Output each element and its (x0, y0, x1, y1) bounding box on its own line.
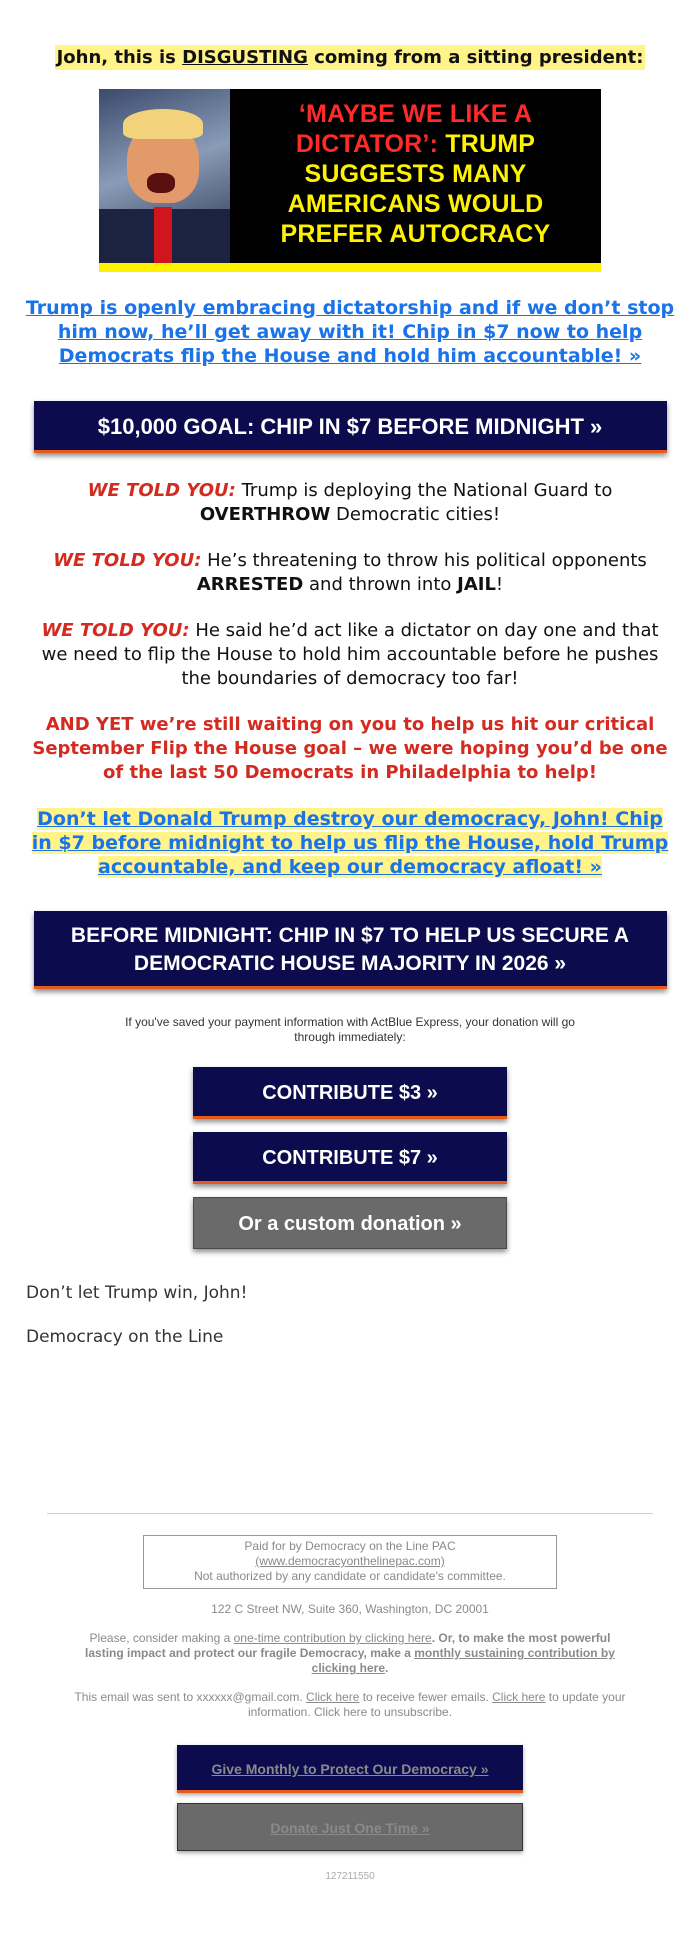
not-authorized-text: Not authorized by any candidate or candidate's committee. (194, 1569, 506, 1583)
banner-line-5: PREFER AUTOCRACY (280, 220, 551, 248)
told-you-bold: OVERTHROW (199, 504, 331, 525)
footer-text: This email was sent to xxxxxx@gmail.com. (74, 1690, 307, 1704)
told-you-label: WE TOLD YOU: (87, 480, 236, 501)
footer-text: to update your information. Click here to unsubscribe. (247, 1690, 626, 1719)
banner-line-1: ‘MAYBE WE LIKE A (298, 100, 533, 128)
headline-emphasis: DISGUSTING (182, 47, 308, 68)
contribute-3-button[interactable]: CONTRIBUTE $3 » (193, 1067, 507, 1119)
footer (0, 1513, 700, 1884)
headline-before: John, this is (56, 47, 183, 68)
footer-address: 122 C Street NW, Suite 360, Washington, DC 20001 (211, 1602, 489, 1616)
update-info-link[interactable]: Click here (492, 1690, 546, 1704)
told-you-bold: JAIL (457, 574, 496, 595)
majority-donate-button[interactable]: BEFORE MIDNIGHT: CHIP IN $7 TO HELP US SECURE A DEMOCRATIC HOUSE MAJORITY IN 2026 » (34, 911, 667, 989)
fewer-emails-link[interactable]: Click here (306, 1690, 360, 1704)
told-you-text: Trump is deploying the National Guard to (235, 480, 613, 501)
actblue-express-note: If you've saved your payment information with ActBlue Express, your donation will go through immediately: (125, 1015, 575, 1044)
goal-donate-button[interactable]: $10,000 GOAL: CHIP IN $7 BEFORE MIDNIGHT » (34, 401, 667, 453)
told-you-text: He said he’d act like a dictator on day one and that we need to flip the House to hold him accountable before he pushes the boundaries of democracy too far! (41, 620, 659, 689)
footer-period: . (385, 1661, 389, 1675)
lead-donate-link[interactable]: Trump is openly embracing dictatorship and if we don’t stop him now, he’ll get away with it! Chip in $7 now to help Democrats flip the House and hold him accountable! » (25, 297, 675, 367)
lead-link-container (20, 296, 680, 368)
banner-line-4: AMERICANS WOULD (287, 190, 544, 218)
told-you-text: ! (495, 574, 504, 595)
donate-once-button[interactable]: Donate Just One Time » (177, 1803, 523, 1851)
email-code: 127211550 (325, 1871, 375, 1882)
banner-line-2-yellow: TRUMP (438, 130, 536, 158)
headline-after: coming from a sitting president: (307, 47, 644, 68)
and-yet-paragraph: AND YET we’re still waiting on you to help us hit our critical September Flip the House goal – we were hoping you’d be one of the last 50 Democrats in Philadelphia to help! (32, 714, 668, 783)
paid-for-text: Paid for by Democracy on the Line PAC (244, 1539, 456, 1553)
custom-donation-button[interactable]: Or a custom donation » (193, 1197, 507, 1249)
footer-bold-text: . Or, to make the most powerful lasting impact and protect our fragile Democracy, make a (85, 1631, 611, 1660)
told-you-label: WE TOLD YOU: (53, 550, 202, 571)
footer-email-text (70, 1690, 630, 1720)
told-you-label: WE TOLD YOU: (41, 620, 190, 641)
give-monthly-button[interactable]: Give Monthly to Protect Our Democracy » (177, 1745, 523, 1793)
banner-image (99, 89, 601, 272)
headline-highlight (55, 45, 646, 70)
told-you-text: and thrown into (303, 574, 458, 595)
banner-headline (230, 99, 601, 249)
signoff: Don’t let Trump win, John! (26, 1283, 248, 1303)
told-you-text: He’s threatening to throw his political opponents (201, 550, 647, 571)
yellow-link-container (30, 807, 670, 879)
signature: Democracy on the Line (26, 1327, 224, 1347)
one-time-contribution-link[interactable]: one-time contribution by clicking here (233, 1631, 432, 1645)
told-you-text: Democratic cities! (330, 504, 501, 525)
told-you-bold: ARRESTED (196, 574, 304, 595)
pac-website-link[interactable]: (www.democracyonthelinepac.com) (255, 1554, 445, 1568)
headline (0, 46, 700, 70)
contribute-7-button[interactable]: CONTRIBUTE $7 » (193, 1132, 507, 1184)
footer-text: Please, consider making a (89, 1631, 234, 1645)
paid-for-box (143, 1535, 557, 1589)
destroy-democracy-link[interactable]: Don’t let Donald Trump destroy our democracy, John! Chip in $7 before midnight to help us flip the House, hold Trump accountable, and keep our democracy afloat! » (31, 808, 669, 878)
banner-line-3: SUGGESTS MANY (304, 160, 527, 188)
banner-line-2 (296, 130, 535, 158)
banner-line-2-red: DICTATOR’: (295, 130, 439, 158)
footer-contribution-text (70, 1631, 630, 1676)
footer-text: to receive fewer emails. (359, 1690, 493, 1704)
president-photo (99, 89, 230, 263)
told-you-3 (30, 619, 670, 691)
told-you-1 (30, 479, 670, 527)
monthly-contribution-link[interactable]: monthly sustaining contribution by clicking here (311, 1646, 615, 1675)
told-you-2 (30, 549, 670, 597)
yellow-highlight (32, 808, 668, 878)
